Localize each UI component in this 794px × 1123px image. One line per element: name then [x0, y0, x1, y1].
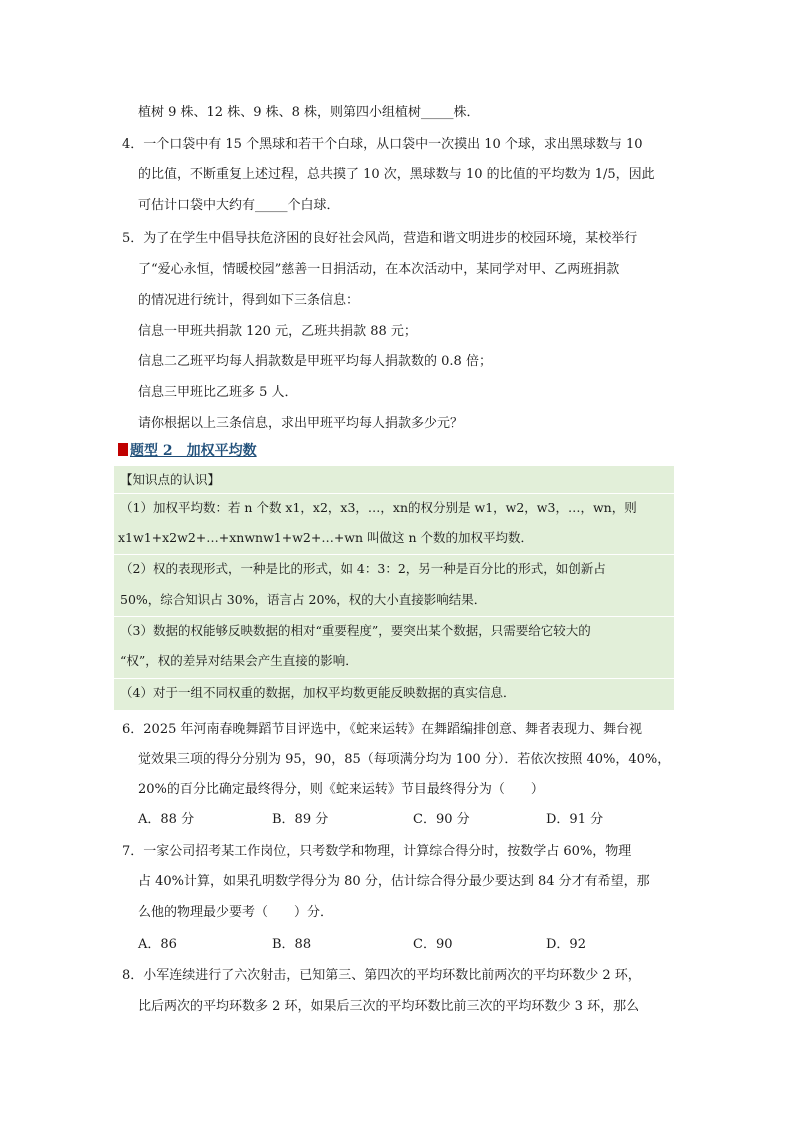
- info-line: 信息二乙班平均每人捐款数是甲班平均每人捐款数的 0.8 倍；: [138, 354, 492, 369]
- text-line: 么他的物理最少要考（ ）分．: [138, 905, 334, 920]
- text-line: 了“爱心永恒，情暖校园”慈善一日捐活动，在本次活动中，某同学对甲、乙两班捐款: [138, 262, 620, 277]
- knowledge-line: （2）权的表现形式，一种是比的形式，如 4：3：2，另一种是百分比的形式，如创新占: [120, 561, 606, 576]
- knowledge-line: （3）数据的权能够反映数据的相对“重要程度”，要突出某个数据，只需要给它较大的: [120, 623, 591, 638]
- option-d: D．91 分: [546, 812, 604, 827]
- knowledge-line: “权”，权的差异对结果会产生直接的影响．: [120, 653, 358, 668]
- text-line: 觉效果三项的得分分别为 95，90，85（每项满分均为 100 分）．若依次按照 40%，40%，: [138, 752, 671, 767]
- divider: [114, 493, 674, 494]
- text-line: 可估计口袋中大约有_____个白球．: [138, 198, 340, 213]
- text-line: 的比值，不断重复上述过程，总共摸了 10 次，黑球数与 10 的比值的平均数为 1/5，因此: [138, 167, 655, 182]
- knowledge-line: 50%，综合知识占 30%，语言占 20%，权的大小直接影响结果．: [120, 592, 487, 607]
- knowledge-line: x1w1+x2w2+…+xnwnw1+w2+…+wn 叫做这 n 个数的加权平均数．: [118, 530, 534, 545]
- info-line: 信息一甲班共捐款 120 元，乙班共捐款 88 元；: [138, 324, 417, 339]
- knowledge-heading: 【知识点的认识】: [120, 472, 221, 487]
- text-line: 的情况进行统计，得到如下三条信息：: [138, 293, 360, 308]
- section-heading: [118, 440, 257, 460]
- option-b: B．88: [272, 937, 312, 952]
- divider: [114, 554, 674, 555]
- question-4-line: 4．一个口袋中有 15 个黑球和若干个白球，从口袋中一次摸出 10 个球，求出黑球数与 10: [122, 137, 643, 152]
- option-c: C．90: [413, 937, 453, 952]
- option-a: A．86: [138, 937, 177, 952]
- option-c: C．90 分: [413, 812, 470, 827]
- divider: [114, 616, 674, 617]
- question-6-line: 6．2025 年河南春晚舞蹈节目评选中，《蛇来运转》在舞蹈编排创意、舞者表现力、舞台视: [122, 722, 642, 737]
- question-8-line: 8．小军连续进行了六次射击，已知第三、第四次的平均环数比前两次的平均环数少 2 环，: [122, 968, 641, 983]
- info-line: 信息三甲班比乙班多 5 人．: [138, 385, 298, 400]
- text-line: 请你根据以上三条信息，求出甲班平均每人捐款多少元？: [138, 416, 464, 431]
- text-line: 植树 9 株、12 株、9 株、8 株，则第四小组植树_____株．: [138, 105, 480, 120]
- option-a: A．88 分: [138, 812, 195, 827]
- knowledge-box: [114, 465, 674, 710]
- text-line: 比后两次的平均环数多 2 环，如果后三次的平均环数比前三次的平均环数少 3 环，那么: [138, 999, 640, 1014]
- question-5-line: 5．为了在学生中倡导扶危济困的良好社会风尚，营造和谐文明进步的校园环境，某校举行: [122, 231, 638, 246]
- text-line: 占 40%计算，如果孔明数学得分为 80 分，估计综合得分最少要达到 84 分才有希望，那: [138, 874, 650, 889]
- knowledge-line: （4）对于一组不同权重的数据，加权平均数更能反映数据的真实信息．: [120, 685, 516, 700]
- text-line: 20%的百分比确定最终得分，则《蛇来运转》节目最终得分为（ ）: [138, 782, 544, 797]
- divider: [114, 678, 674, 679]
- option-b: B．89 分: [272, 812, 329, 827]
- knowledge-line: （1）加权平均数：若 n 个数 x1，x2，x3，…，xn的权分别是 w1，w2，w3，…，wn，则: [120, 500, 637, 515]
- red-marker-icon: [118, 443, 128, 456]
- section-heading-text: 题型 2 加权平均数: [130, 443, 257, 459]
- question-7-line: 7．一家公司招考某工作岗位，只考数学和物理，计算综合得分时，按数学占 60%，物理: [122, 844, 632, 859]
- option-d: D．92: [546, 937, 586, 952]
